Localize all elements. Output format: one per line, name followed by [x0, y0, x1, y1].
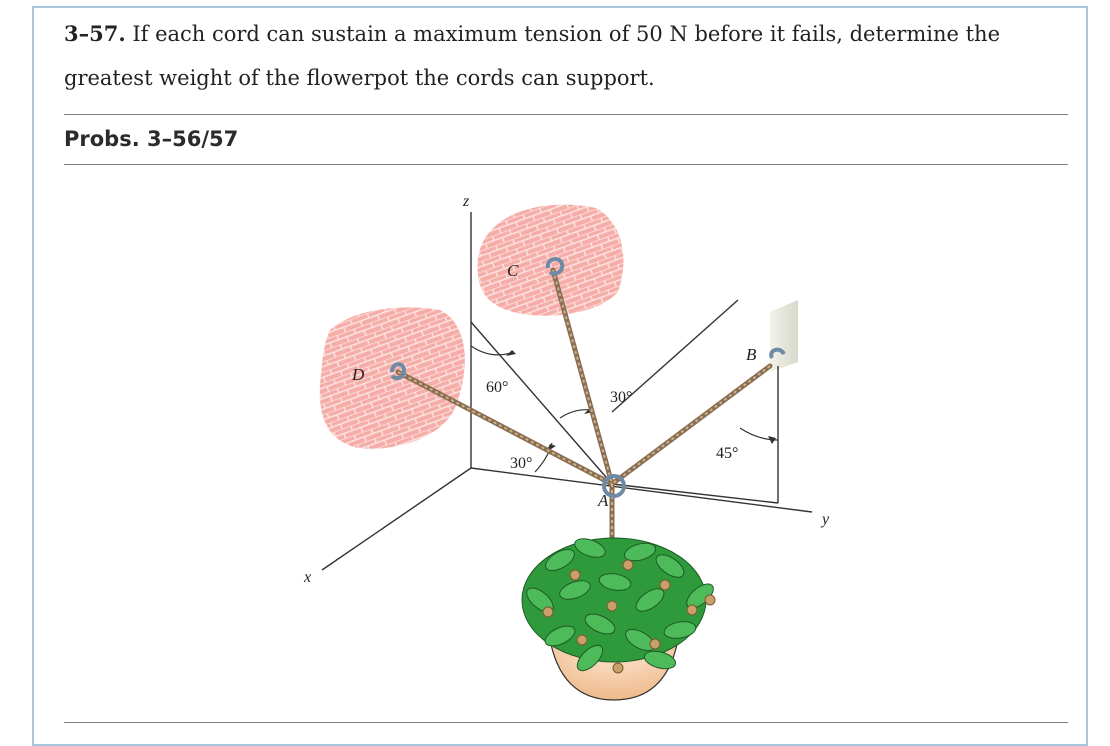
wall-b: [770, 300, 798, 372]
angle-label-30-lower: 30°: [510, 455, 533, 472]
figure-caption: Probs. 3–56/57: [64, 127, 239, 151]
problem-number: 3–57.: [64, 21, 126, 46]
y-axis-line: [471, 468, 812, 512]
angle-label-60: 60°: [486, 379, 509, 396]
x-axis: [322, 468, 471, 570]
angle-label-45: 45°: [716, 445, 739, 462]
angle-label-30-upper: 30°: [610, 389, 633, 406]
axis-label-x: x: [304, 569, 312, 586]
problem-text: If each cord can sustain a maximum tension of 50 N before it fails, determine the greatest weight of the flowerpot the cords can support.: [64, 22, 1000, 90]
axis-label-y: y: [822, 511, 830, 528]
point-label-b: B: [746, 345, 757, 364]
point-label-c: C: [507, 261, 519, 280]
foliage: [522, 535, 717, 675]
axis-label-z: z: [463, 193, 470, 210]
point-label-d: D: [352, 365, 365, 384]
ground-line: [612, 484, 778, 503]
point-label-a: A: [598, 491, 609, 510]
